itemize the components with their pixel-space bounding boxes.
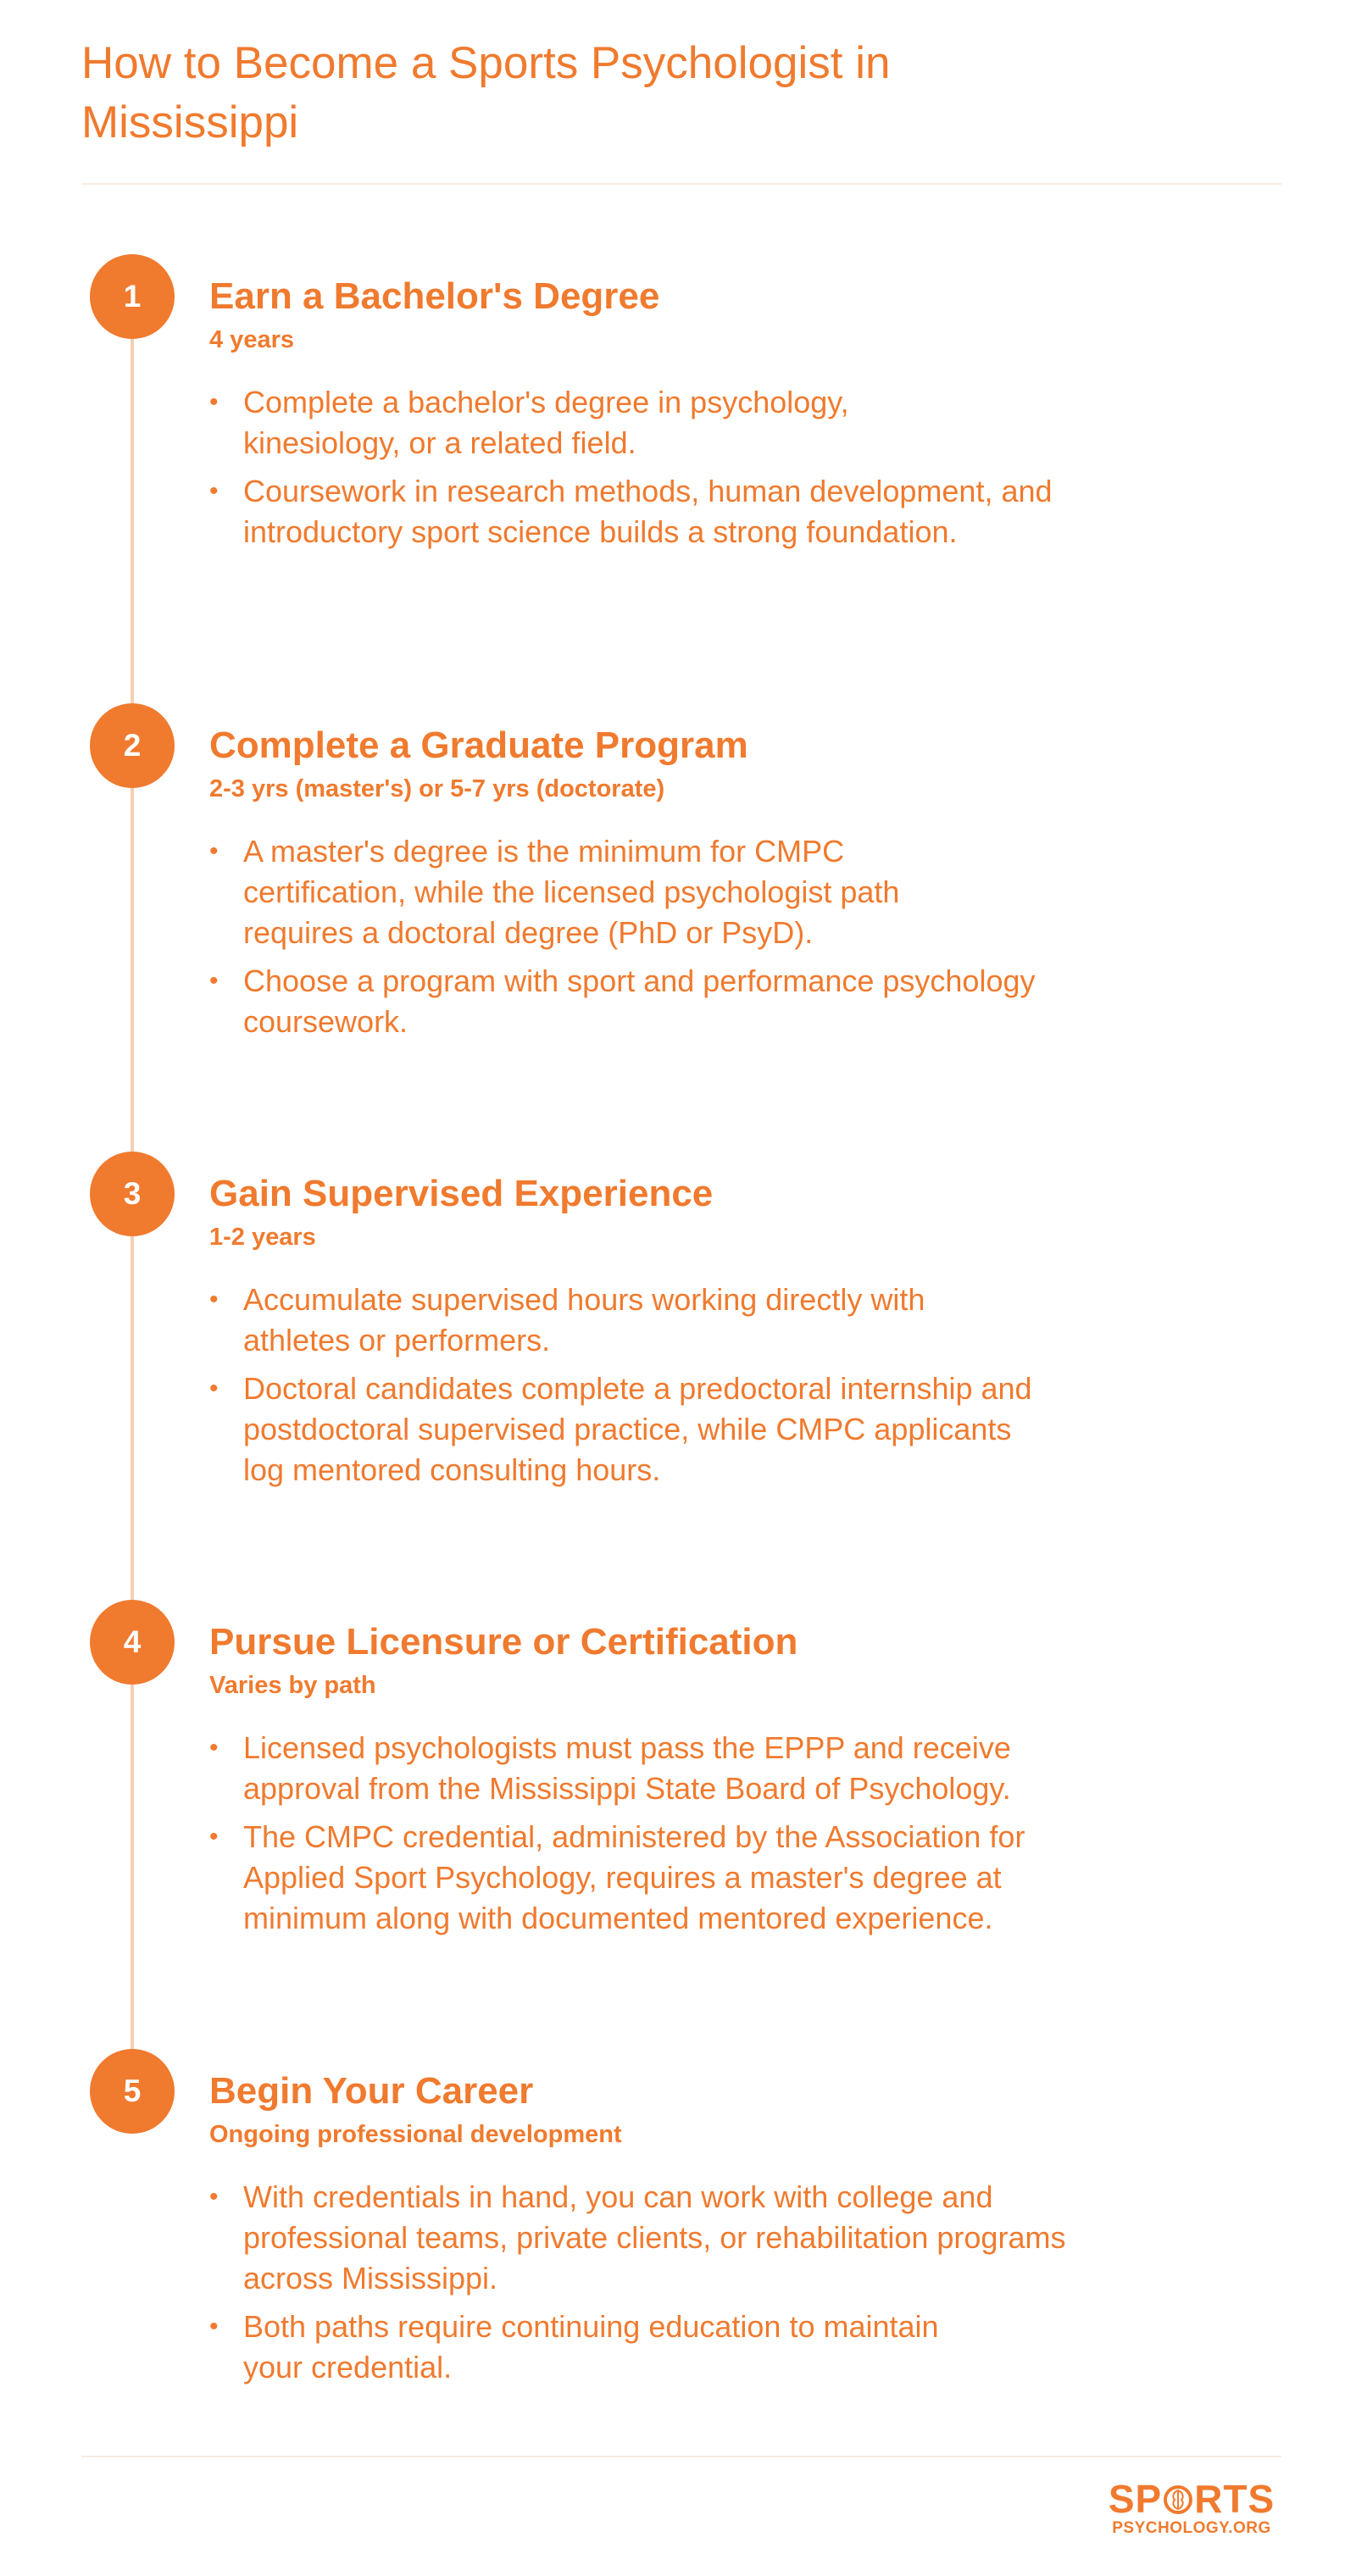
bullet-icon: • <box>209 1285 219 1313</box>
bullet-text: Choose a program with sport and performance psychology coursework. <box>243 963 1036 1039</box>
step-duration: Ongoing professional development <box>209 2121 622 2148</box>
bullet-text: Licensed psychologists must pass the EPPP and receive approval from the Mississippi State Board of Psychology. <box>243 1730 1011 1806</box>
bullet-text: The CMPC credential, administered by the Association for Applied Sport Psychology, requires a master's degree at minimum along with documented mentored experience. <box>243 1819 1025 1935</box>
logo-wordmark <box>1107 2477 1276 2521</box>
brain-icon <box>1163 2484 1193 2515</box>
list-item <box>209 382 904 464</box>
step-title: Pursue Licensure or Certification <box>209 1621 798 1663</box>
bullet-text: A master's degree is the minimum for CMPC certification, while the licensed psychologist path requires a doctoral degree (PhD or PsyD). <box>243 834 900 950</box>
logo-text-right: RTS <box>1194 2477 1275 2521</box>
list-item <box>209 471 1142 552</box>
step-number-badge: 2 <box>90 703 175 788</box>
bullet-icon: • <box>209 837 219 865</box>
page-title: How to Become a Sports Psychologist in Mississippi <box>81 38 891 147</box>
list-item <box>209 961 1125 1042</box>
list-item <box>209 1368 1040 1491</box>
step-content <box>209 2067 1142 2396</box>
step-bullet-list <box>209 1280 1142 1491</box>
step-duration: 4 years <box>209 326 294 353</box>
step-number-badge: 4 <box>90 1600 175 1685</box>
list-item <box>209 2177 1074 2299</box>
step-bullet-list <box>209 1728 1142 1939</box>
logo-text-left: SP <box>1108 2477 1163 2521</box>
footer-divider <box>81 2456 1281 2457</box>
step-bullet-list <box>209 2177 1142 2388</box>
bullet-icon: • <box>209 1374 219 1402</box>
bullet-icon: • <box>209 967 219 995</box>
logo-subtext: PSYCHOLOGY.ORG <box>1112 2519 1271 2537</box>
step-title: Gain Supervised Experience <box>209 1173 714 1214</box>
step-number-badge: 3 <box>90 1152 175 1236</box>
list-item <box>209 1817 1057 1939</box>
step-duration: 2-3 yrs (master's) or 5-7 yrs (doctorate) <box>209 775 665 802</box>
step-title: Begin Your Career <box>209 2070 534 2112</box>
step-content <box>209 721 1142 1050</box>
bullet-text: Complete a bachelor's degree in psychology, kinesiology, or a related field. <box>243 385 849 460</box>
header-divider <box>81 183 1281 185</box>
step-content <box>209 1169 1142 1498</box>
step-title: Earn a Bachelor's Degree <box>209 275 660 317</box>
bullet-icon: • <box>209 477 219 505</box>
step-title: Complete a Graduate Program <box>209 724 748 766</box>
list-item <box>209 1280 1006 1361</box>
bullet-icon: • <box>209 1734 219 1762</box>
bullet-icon: • <box>209 2312 219 2340</box>
bullet-icon: • <box>209 388 219 416</box>
step-duration: Varies by path <box>209 1672 376 1699</box>
list-item <box>209 831 955 953</box>
bullet-text: With credentials in hand, you can work with college and professional teams, private clients, or rehabilitation programs across Mississippi. <box>243 2179 1066 2296</box>
bullet-text: Coursework in research methods, human development, and introductory sport science builds a strong foundation. <box>243 474 1053 549</box>
bullet-text: Doctoral candidates complete a predoctoral internship and postdoctoral supervised practice, while CMPC applicants log mentored consulting hours. <box>243 1371 1032 1487</box>
list-item <box>209 1728 1091 1809</box>
step-content <box>209 272 1125 560</box>
step-content <box>209 1618 1142 1946</box>
step-number-badge: 5 <box>90 2049 175 2134</box>
bullet-text: Both paths require continuing education to maintain your credential. <box>243 2309 939 2384</box>
step-number-badge: 1 <box>90 254 175 339</box>
list-item <box>209 2307 1006 2388</box>
sportspsychology-logo <box>1107 2479 1276 2537</box>
bullet-icon: • <box>209 2183 219 2211</box>
bullet-icon: • <box>209 1823 219 1851</box>
step-bullet-list <box>209 382 1125 552</box>
step-duration: 1-2 years <box>209 1224 316 1251</box>
bullet-text: Accumulate supervised hours working directly with athletes or performers. <box>243 1282 925 1357</box>
step-bullet-list <box>209 831 1142 1042</box>
